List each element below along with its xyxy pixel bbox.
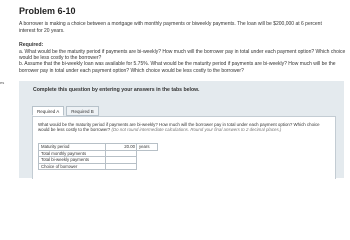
choice-of-borrower-input[interactable] (106, 163, 137, 170)
row-unit (137, 150, 158, 157)
maturity-period-input[interactable]: 20.00 (106, 144, 137, 151)
tab-required-b[interactable]: Required B (66, 106, 99, 116)
row-unit (137, 163, 158, 170)
instructions-box (19, 81, 344, 178)
table-row (39, 144, 158, 151)
row-label: Total bi-weekly payments (39, 157, 106, 164)
row-unit: years (137, 144, 158, 151)
total-monthly-payments-input[interactable] (106, 150, 137, 157)
answer-table (38, 143, 158, 170)
required-b-text: b. Assume that the bi-weekly loan was available for 5.75%. What would be the maturity period if payments are bi-weekly? How much will be the borrower pay in total under each payment option? Which choice would be less costly to the borrower? (19, 61, 336, 74)
table-row (39, 150, 158, 157)
row-label: Maturity period (39, 144, 106, 151)
problem-title: Problem 6-10 (19, 6, 76, 16)
total-biweekly-payments-input[interactable] (106, 157, 137, 164)
answer-panel (32, 116, 336, 179)
row-label: Choice of borrower (39, 163, 106, 170)
required-heading: Required: (19, 42, 44, 48)
problem-intro: A borrower is making a choice between a mortgage with monthly payments or biweekly payments. The loan will be $200,000 at 6 percent interest for 20 years. (19, 21, 322, 34)
instructions-text: Complete this question by entering your answers in the tabs below. (33, 87, 200, 93)
tab-required-a[interactable]: Required A (32, 106, 64, 116)
left-sidebar (0, 0, 11, 178)
question-text: What would be the maturity period if payments are bi-weekly? How much will the borrower pay in total under each payment option? Which choice would be less costly to the borrower? (38, 122, 320, 133)
table-row (39, 157, 158, 164)
table-row (39, 163, 158, 170)
sidebar-tag: es (0, 80, 5, 85)
required-text (19, 49, 349, 74)
main-content (11, 0, 350, 178)
row-unit (137, 157, 158, 164)
tab-bar (32, 106, 99, 116)
rounding-note: (Do not round intermediate calculations. Round your final answers to 2 decimal places.) (111, 127, 282, 133)
panel-question (38, 122, 330, 133)
required-a-text: a. What would be the maturity period if payments are bi-weekly? How much will the borrower pay in total under each payment option? Which choice would be less costly to the borrower? (19, 49, 346, 62)
row-label: Total monthly payments (39, 150, 106, 157)
